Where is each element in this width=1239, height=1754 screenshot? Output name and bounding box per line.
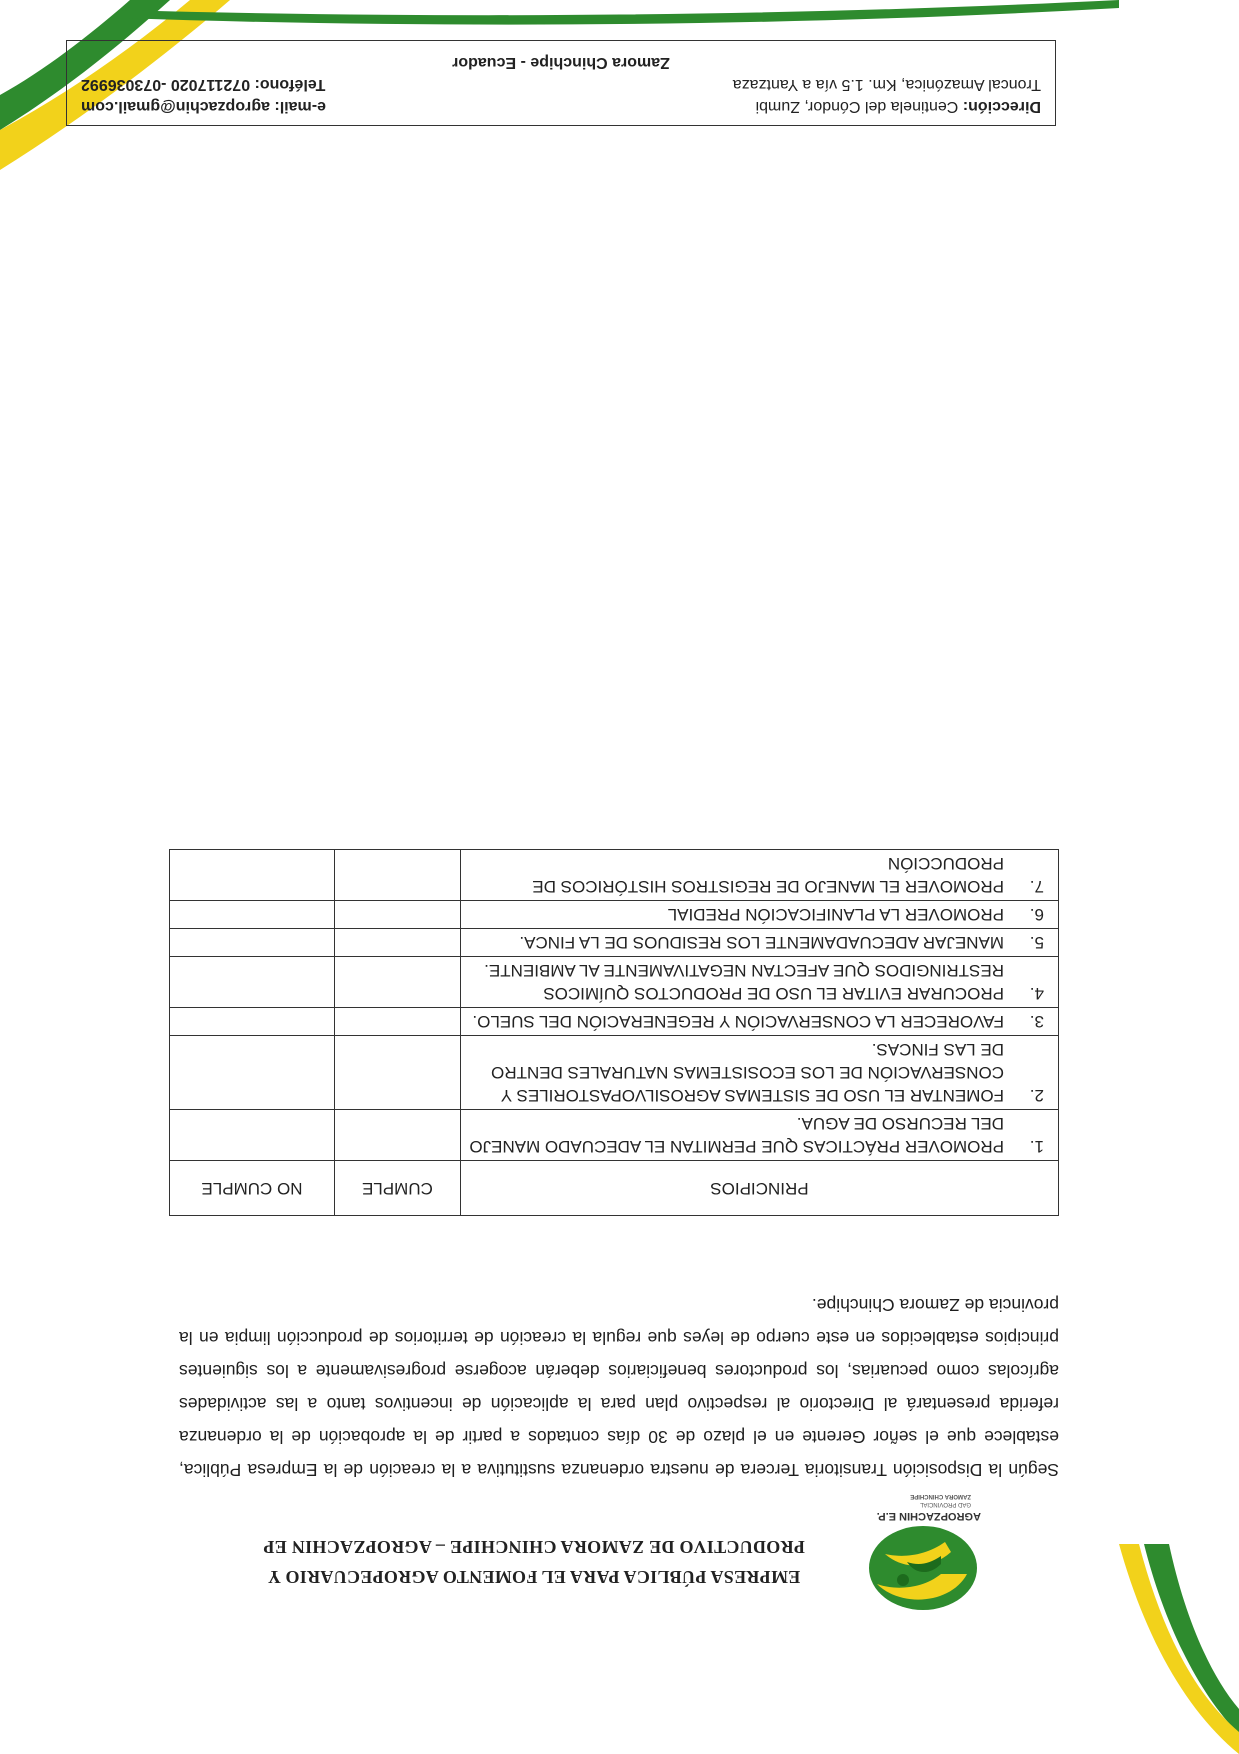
no-cumple-cell [170, 1008, 335, 1036]
no-cumple-cell [170, 929, 335, 957]
principle-text: PROCURAR EVITAR EL USO DE PRODUCTOS QUÍMICOS RESTRINGIDOS QUE AFECTAN NEGATIVAMENTE AL AMBIENTE. [484, 961, 1004, 1003]
principle-cell [460, 1110, 1058, 1161]
principle-number: 4. [1029, 984, 1044, 1003]
principle-number: 1. [1029, 1137, 1044, 1156]
address [756, 95, 1041, 117]
no-cumple-cell [170, 901, 335, 929]
email: e-mail: agropzachin@gmail.com [81, 98, 326, 115]
header-principios: PRINCIPIOS [460, 1161, 1058, 1216]
header-cumple: CUMPLE [334, 1161, 460, 1216]
principle-cell [460, 850, 1058, 901]
heading-line-2: PRODUCTIVO DE ZAMORA CHINCHIPE – AGROPZACHIN EP [263, 1537, 805, 1557]
table-row [170, 929, 1059, 957]
principle-cell [460, 1008, 1058, 1036]
principle-item [469, 903, 1050, 926]
no-cumple-cell [170, 957, 335, 1008]
principle-cell [460, 957, 1058, 1008]
contact-footer [66, 40, 1056, 126]
address-label: Dirección: [962, 98, 1041, 115]
table-row [170, 901, 1059, 929]
principle-text: FAVORECER LA CONSERVACIÓN Y REGENERACIÓN DEL SUELO. [472, 1012, 1004, 1031]
cumple-cell [334, 1008, 460, 1036]
cumple-cell [334, 901, 460, 929]
principle-number: 2. [1029, 1086, 1044, 1105]
table-row [170, 1110, 1059, 1161]
address-value: Centinela del Cóndor, Zumbi [755, 98, 959, 115]
principle-number: 6. [1029, 905, 1044, 924]
principle-cell [460, 1036, 1058, 1110]
principle-cell [460, 901, 1058, 929]
location: Zamora Chinchipe - Ecuador [452, 54, 670, 71]
cumple-cell [334, 929, 460, 957]
footer-row [81, 95, 1041, 117]
table-row [170, 1008, 1059, 1036]
cumple-cell [334, 1110, 460, 1161]
heading-line-1: EMPRESA PÚBLICA PARA EL FOMENTO AGROPECUARIO Y [267, 1567, 801, 1587]
principle-item [469, 1038, 1050, 1107]
principle-item [469, 959, 1050, 1005]
table-row [170, 957, 1059, 1008]
principle-text: PROMOVER EL MANEJO DE REGISTROS HISTÓRICOS DE PRODUCCIÓN [532, 854, 1004, 896]
principle-number: 5. [1029, 933, 1044, 952]
table-row [170, 850, 1059, 901]
principles-table [169, 849, 1059, 1216]
logo-subtitle: ZAMORA CHINCHIPE [910, 1493, 971, 1499]
principle-number: 7. [1029, 877, 1044, 896]
principle-item [469, 1010, 1050, 1033]
table-header-row [170, 1161, 1059, 1216]
route: Troncal Amazónica, Km. 1.5 vía a Yantzaza [732, 76, 1041, 93]
no-cumple-cell [170, 1110, 335, 1161]
footer-row [81, 73, 1041, 95]
table-row [170, 1036, 1059, 1110]
principle-item [469, 1112, 1050, 1158]
principle-text: MANEJAR ADECUADAMENTE LOS RESIDUOS DE LA FINCA. [519, 933, 1004, 952]
no-cumple-cell [170, 1036, 335, 1110]
cumple-cell [334, 850, 460, 901]
principle-text: FOMENTAR EL USO DE SISTEMAS AGROSILVOPASTORILES Y CONSERVACIÓN DE LOS ECOSISTEMAS NATURALES DENTRO DE LAS FINCAS. [491, 1040, 1004, 1105]
principle-number: 3. [1029, 1012, 1044, 1031]
cumple-cell [334, 957, 460, 1008]
principle-item [469, 931, 1050, 954]
document-heading [174, 1532, 894, 1592]
table-body [170, 850, 1059, 1161]
header-no-cumple: NO CUMPLE [170, 1161, 335, 1216]
principle-text: PROMOVER LA PLANIFICACIÓN PREDIAL [667, 905, 1004, 924]
letterhead-swoosh-top [1109, 1544, 1239, 1754]
logo-subtitle: GAD PROVINCIAL [919, 1501, 971, 1507]
no-cumple-cell [170, 850, 335, 901]
cumple-cell [334, 1036, 460, 1110]
logo-name: AGROPZACHIN E.P. [876, 1510, 981, 1522]
principle-text: PROMOVER PRÁCTICAS QUE PERMITAN EL ADECUADO MANEJO DEL RECURSO DE AGUA. [469, 1114, 1004, 1156]
body-paragraph: Según la Disposición Transitoria Tercera de nuestra ordenanza sustitutiva a la creación de la Empresa Pública, establece que el señor Gerente en el plazo de 30 días contados a partir de la aprobación de la ordenanza referida presentará al Directorio al respectivo plan para la aplicación de incentivos tanto a las actividades agrícolas como pecuarias, los productores beneficiarios deberán acogerse progresivamente a los siguientes principios establecidos en este cuerpo de leyes que regula la creación de territorios de producción limpia en la provincia de Zamora Chinchipe. [179, 1295, 1059, 1480]
principle-cell [460, 929, 1058, 957]
phone: Teléfono: 072117020 -073036992 [81, 76, 326, 93]
principle-item [469, 852, 1050, 898]
